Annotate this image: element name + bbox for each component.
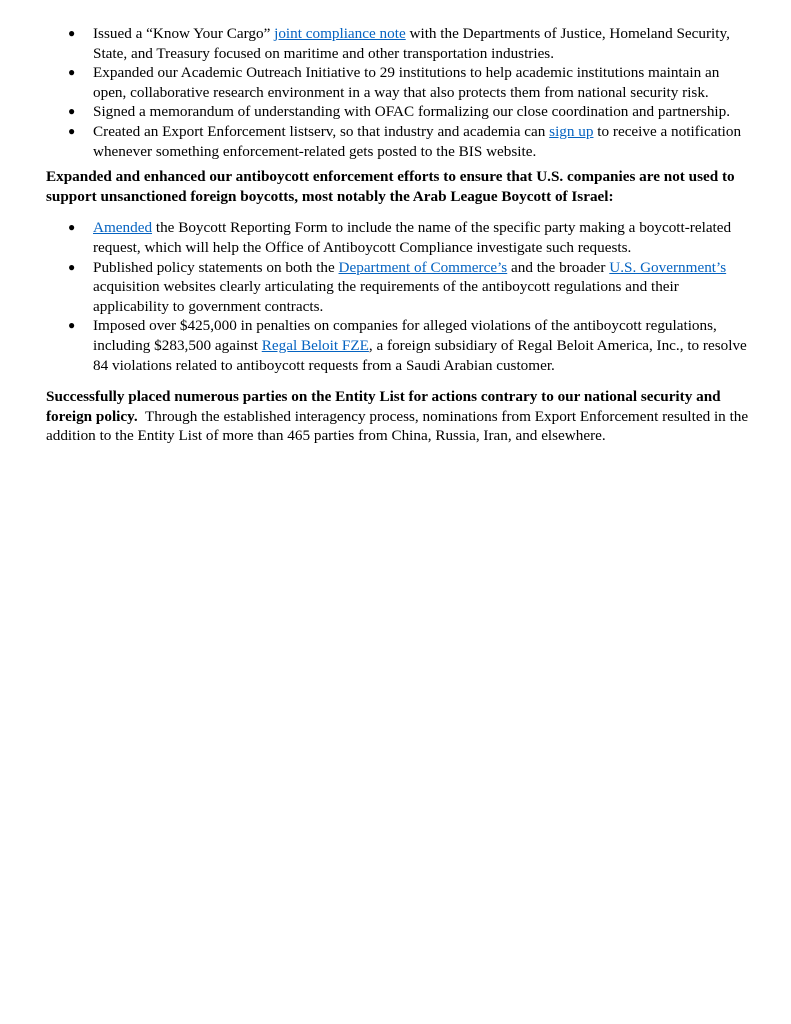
us-government-link[interactable]: U.S. Government’s [609, 258, 727, 276]
document-page [46, 24, 752, 446]
bullet-icon: ● [68, 318, 76, 333]
item-text: Imposed over $425,000 in penalties on companies for alleged violations of the antiboycott regulations, including $283,500 against [93, 317, 717, 354]
item-text: Issued a “Know Your Cargo” [93, 25, 275, 42]
antiboycott-heading: Expanded and enhanced our antiboycott enforcement efforts to ensure that U.S. companies are not used to support unsanctioned foreign boycotts, most notably the Arab League Boycott of Israel: [46, 168, 735, 205]
bullet-icon: ● [68, 104, 76, 119]
antiboycott-list [46, 218, 752, 375]
list-item [46, 63, 752, 102]
joint-compliance-note-link[interactable]: joint compliance note [274, 25, 406, 42]
amended-link[interactable]: Amended [93, 219, 153, 237]
item-text: to receive a notification whenever something enforcement-related gets posted to the BIS website. [93, 122, 742, 160]
item-text: Expanded our Academic Outreach Initiative to 29 institutions to help academic institutions maintain an open, collaborative research environment in a way that also protects them from national security risk. [93, 64, 720, 101]
bullet-icon: ● [68, 220, 76, 235]
list-item [46, 218, 752, 257]
department-of-commerce-link[interactable]: Department of Commerce’s [338, 258, 508, 276]
item-text: , a foreign subsidiary of Regal Beloit America, Inc., to resolve 84 violations related to antiboycott requests from a Saudi Arabian customer. [93, 336, 747, 374]
entity-list-body: Through the established interagency process, nominations from Export Enforcement resulted in the addition to the Entity List of more than 465 parties from China, Russia, Iran, and elsewhere. [46, 407, 752, 445]
list-item [46, 102, 752, 122]
sign-up-link[interactable]: sign up [549, 122, 594, 140]
item-text: Created an Export Enforcement listserv, so that industry and academia can [93, 122, 550, 140]
enforcement-outreach-list [46, 24, 752, 161]
bullet-icon: ● [68, 65, 76, 80]
entity-list-paragraph [46, 387, 752, 446]
entity-list-lead: Successfully placed numerous parties on the Entity List for actions contrary to our national security and foreign policy. [46, 388, 721, 425]
bullet-icon: ● [68, 26, 76, 40]
item-text: and the broader [507, 258, 610, 276]
item-text: Signed a memorandum of understanding with OFAC formalizing our close coordination and partnership. [93, 103, 731, 121]
bullet-icon: ● [68, 259, 76, 274]
list-item [46, 24, 752, 63]
item-text: with the Departments of Justice, Homeland Security, State, and Treasury focused on maritime and other transportation industries. [93, 25, 730, 62]
bullet-icon: ● [68, 123, 76, 138]
regal-beloit-fze-link[interactable]: Regal Beloit FZE [261, 336, 369, 354]
list-item [46, 258, 752, 317]
item-text: Published policy statements on both the [93, 258, 339, 276]
item-text: the Boycott Reporting Form to include the name of the specific party making a boycott-related request, which will help the Office of Antiboycott Compliance investigate such requests. [93, 219, 732, 256]
item-text: acquisition websites clearly articulating the requirements of the antiboycott regulations and their applicability to government contracts. [93, 278, 679, 315]
list-item [46, 316, 752, 375]
list-item [46, 122, 752, 161]
